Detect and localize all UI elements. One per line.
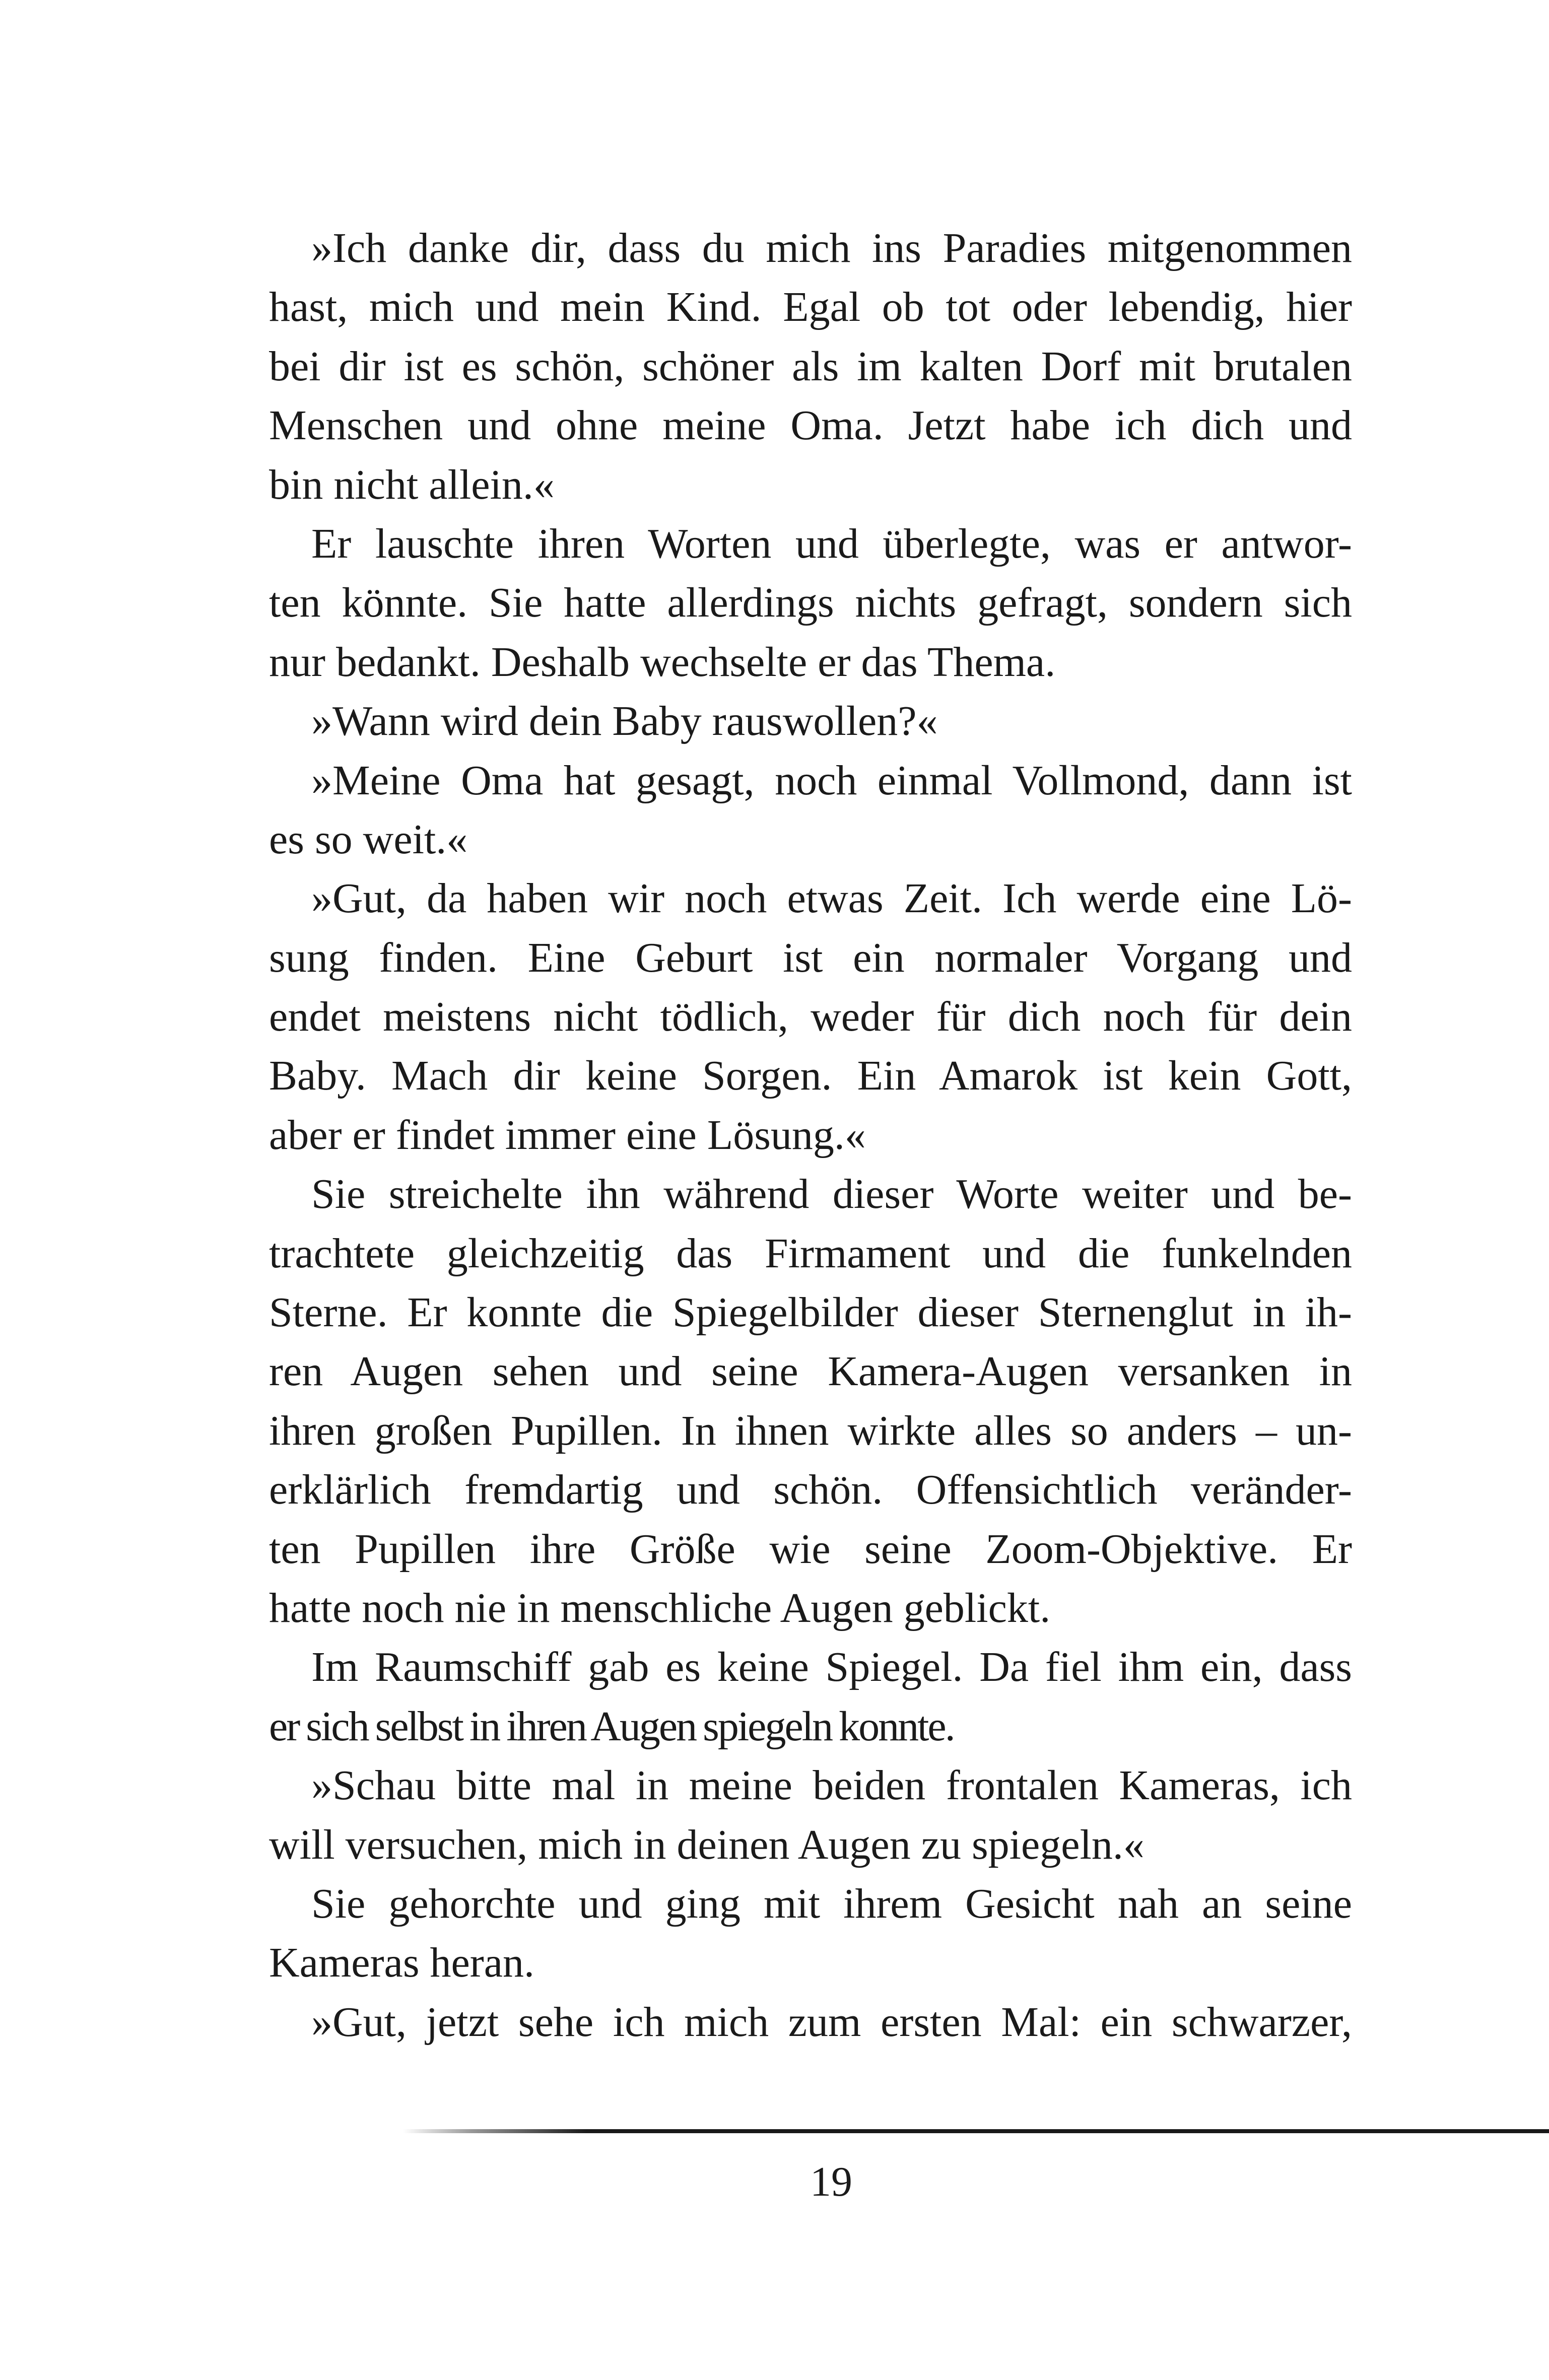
text-line: nur bedankt. Deshalb wechselte er das Thema.: [269, 638, 1056, 686]
text-line: bin nicht allein.«: [269, 461, 555, 508]
page-number: 19: [810, 2158, 852, 2205]
text-line: »Meine Oma hat gesagt, noch einmal Vollmond, dann ist: [311, 757, 1352, 804]
text-line: Er lauschte ihren Worten und überlegte, was er antwor-: [311, 520, 1352, 567]
text-line: will versuchen, mich in deinen Augen zu spiegeln.«: [269, 1821, 1144, 1868]
text-line: Kameras heran.: [269, 1939, 535, 1987]
footer-rule: [403, 2129, 1549, 2133]
text-line: er sich selbst in ihren Augen spiegeln konnte.: [269, 1703, 954, 1750]
text-line: »Ich danke dir, dass du mich ins Paradies mitgenommen: [311, 225, 1352, 271]
text-line: endet meistens nicht tödlich, weder für dich noch für dein: [269, 993, 1352, 1041]
text-line: erklärlich fremdartig und schön. Offensichtlich veränder-: [269, 1466, 1352, 1514]
text-line: bei dir ist es schön, schöner als im kalten Dorf mit brutalen: [269, 343, 1352, 390]
text-line: »Gut, jetzt sehe ich mich zum ersten Mal: ein schwarzer,: [311, 1998, 1352, 2046]
text-line: trachtete gleichzeitig das Firmament und die funkelnden: [269, 1230, 1352, 1277]
text-line: aber er findet immer eine Lösung.«: [269, 1111, 866, 1159]
text-line: ten Pupillen ihre Größe wie seine Zoom-Objektive. Er: [269, 1525, 1352, 1573]
text-line: Sterne. Er konnte die Spiegelbilder dieser Sternenglut in ih-: [269, 1289, 1352, 1336]
text-line: »Schau bitte mal in meine beiden frontalen Kameras, ich: [311, 1762, 1352, 1809]
text-line: hast, mich und mein Kind. Egal ob tot oder lebendig, hier: [269, 284, 1352, 331]
text-line: »Gut, da haben wir noch etwas Zeit. Ich werde eine Lö-: [311, 875, 1352, 922]
body-text: [269, 219, 1352, 2052]
text-line: Sie gehorchte und ging mit ihrem Gesicht nah an seine: [311, 1880, 1352, 1927]
text-line: Menschen und ohne meine Oma. Jetzt habe ich dich und: [269, 402, 1352, 449]
text-line: hatte noch nie in menschliche Augen geblickt.: [269, 1584, 1051, 1631]
text-line: »Wann wird dein Baby rauswollen?«: [311, 698, 938, 745]
text-line: ren Augen sehen und seine Kamera-Augen versanken in: [269, 1348, 1352, 1395]
text-line: Sie streichelte ihn während dieser Worte weiter und be-: [311, 1171, 1352, 1218]
text-line: ten könnte. Sie hatte allerdings nichts gefragt, sondern sich: [269, 579, 1352, 627]
text-line: Im Raumschiff gab es keine Spiegel. Da fiel ihm ein, dass: [311, 1644, 1352, 1691]
text-line: sung finden. Eine Geburt ist ein normaler Vorgang und: [269, 934, 1352, 981]
text-line: ihren großen Pupillen. In ihnen wirkte alles so anders – un-: [269, 1407, 1352, 1454]
text-line: Baby. Mach dir keine Sorgen. Ein Amarok ist kein Gott,: [269, 1052, 1352, 1100]
text-line: es so weit.«: [269, 815, 468, 863]
